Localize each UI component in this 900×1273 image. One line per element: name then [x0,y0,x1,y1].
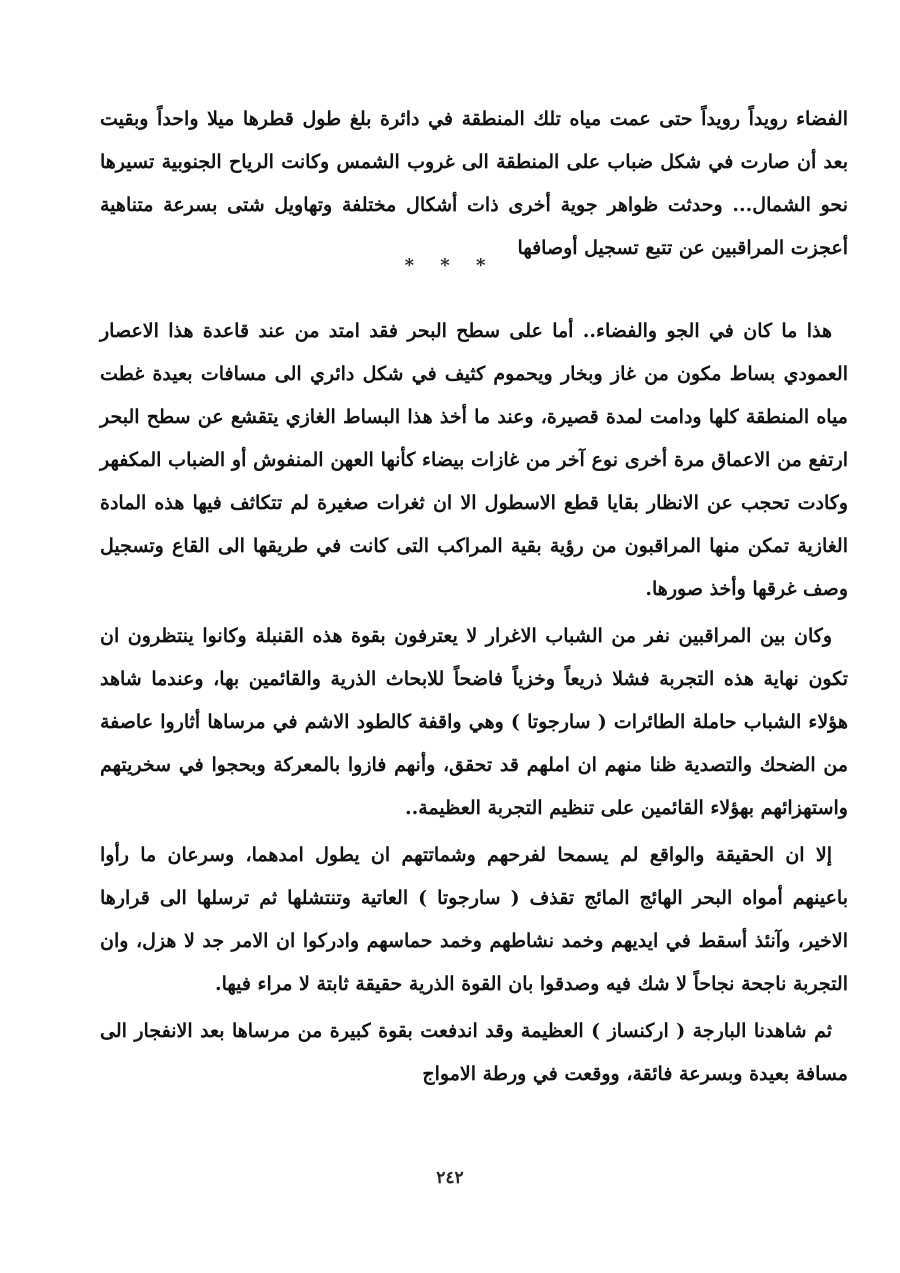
paragraph-1: الفضاء رويداً رويداً حتى عمت مياه تلك المنطقة في دائرة بلغ طول قطرها ميلا واحداً وبقيت بعد أن صارت في شكل ضباب على المنطقة الى غروب الشمس وكانت الرياح الجنوبية تسيرها نحو الشمال... وحدثت ظواهر جوية أخرى ذات أشكال مختلفة وتهاويل شتى بسرعة متناهية أعجزت المراقبين عن تتبع تسجيل أوصافها [100,108,848,259]
paragraph-4: إلا ان الحقيقة والواقع لم يسمحا لفرحهم وشماتتهم ان يطول امدهما، وسرعان ما رأوا باعينهم أمواه البحر الهائج المائج تقذف ( سارجوتا ) العاتية وتنتشلها ثم ترسلها الى قرارها الاخير، وآنئذ أسقط في ايديهم وخمد نشاطهم وخمد حماسهم وادركوا ان الامر جد لا هزل، وان التجربة ناجحة نجاحاً لا شك فيه وصدقوا بان القوة الذرية حقيقة ثابتة لا مراء فيها. [100,844,848,995]
paragraph-3: وكان بين المراقبين نفر من الشباب الاغرار لا يعترفون بقوة هذه القنبلة وكانوا ينتظرون ان تكون نهاية هذه التجربة فشلا ذريعاً وخزياً فاضحاً للابحاث الذرية والقائمين بها، وعندما شاهد هؤلاء الشباب حاملة الطائرات ( سارجوتا ) وهي واقفة كالطود الاشم في مرساها أثاروا عاصفة من الضحك والتصدية ظنا منهم ان املهم قد تحقق، وأنهم فازوا بالمعركة وبحجوا في سخريتهم واستهزائهم بهؤلاء القائمين على تنظيم التجربة العظيمة.. [100,625,848,819]
body-text [100,98,848,1096]
section-separator: * * * [404,255,496,276]
paragraph-2: هذا ما كان في الجو والفضاء.. أما على سطح البحر فقد امتد من عند قاعدة هذا الاعصار العمودي بساط مكون من غاز وبخار ويحموم كثيف في شكل دائري الى مسافات بعيدة غطت مياه المنطقة كلها ودامت لمدة قصيرة، وعند ما أخذ هذا البساط الغازي يتقشع عن سطح البحر ارتفع من الاعماق مرة أخرى نوع آخر من غازات بيضاء كأنها العهن المنفوش أو الضباب المكفهر وكادت تحجب عن الانظار بقايا قطع الاسطول الا ان ثغرات صغيرة لم تتكاثف فيها هذه المادة الغازية تمكن منها المراقبون من رؤية بقية المراكب التى كانت في طريقها الى القاع وتسجيل وصف غرقها وأخذ صورها. [100,320,848,600]
page-number: ٢٤٢ [436,1168,464,1188]
paragraph-5: ثم شاهدنا البارجة ( اركنساز ) العظيمة وقد اندفعت بقوة كبيرة من مرساها بعد الانفجار الى مسافة بعيدة وبسرعة فائقة، ووقعت في ورطة الامواج [100,1020,848,1085]
